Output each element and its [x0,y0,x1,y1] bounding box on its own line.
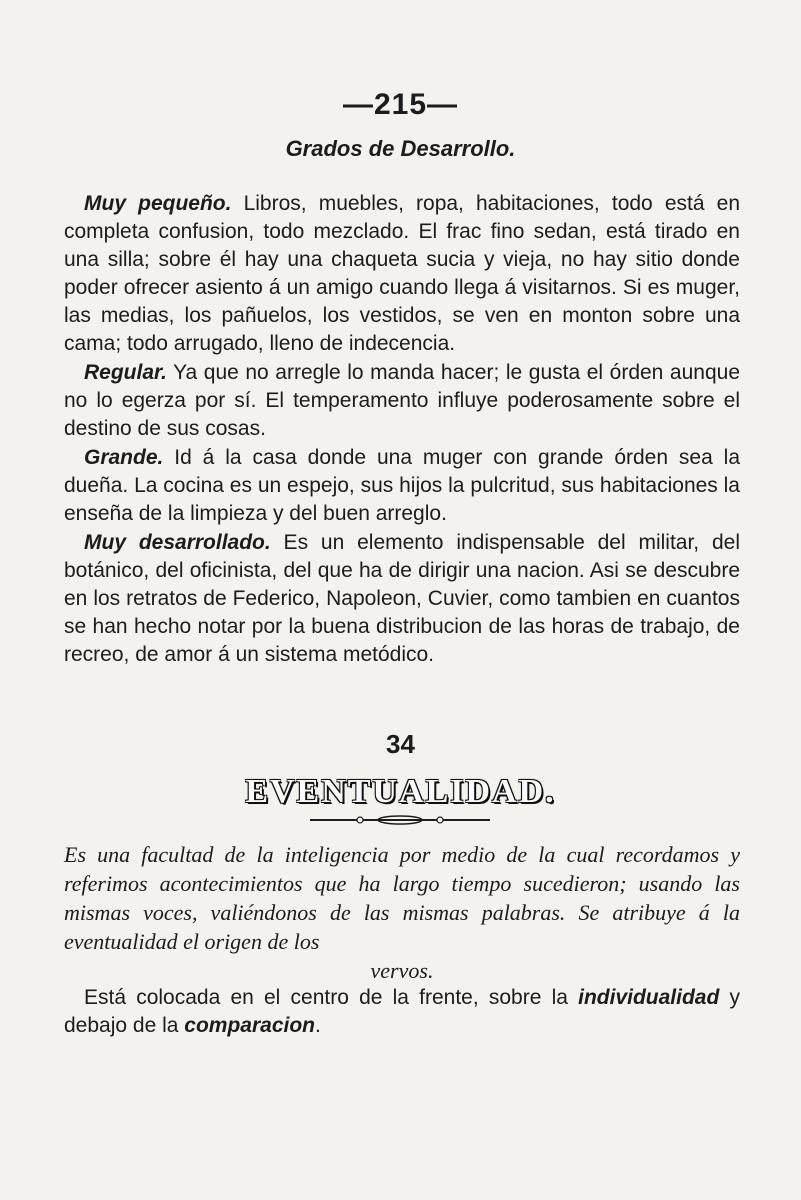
paragraph-muy-pequeno [64,190,740,358]
location-text-part: . [315,1014,321,1037]
ornament-divider [310,814,490,826]
development-grades [64,190,740,670]
section-heading: Grados de Desarrollo. [285,136,516,161]
grade-term: Muy pequeño. [84,192,232,215]
location-term-individualidad: individualidad [578,986,720,1009]
entry-definition [64,840,740,985]
entry-number: 34 [386,729,415,759]
location-text-part: Está colocada en el centro de la frente, sobre la [84,986,579,1009]
location-text [64,984,740,1040]
grade-term: Grande. [84,446,164,469]
grade-text: Es un elemento indispensable del militar, del botánico, del oficinista, del que ha de dirigir una nacion. Asi se descubre en los retratos de Federico, Napoleon, Cuvier, como tambien en cuantos se han hecho notar por la buena distribucion de las horas de trabajo, de recreo, de amor á un sistema metódico. [64,531,740,666]
definition-last-line: vervos. [370,958,434,983]
definition-text: Es una facultad de la inteligencia por medio de la cual recordamos y referimos acontecimientos que ha largo tiempo sucedieron; usando las mismas voces, valiéndonos de las mismas palabras. Se atribuye á la eventualidad el origen de los [64,842,740,954]
page-number: —215— [342,88,459,121]
location-text-part: y debajo de la [64,986,740,1037]
entry-title: EVENTUALIDAD. [245,773,556,810]
paragraph-grande [64,444,740,528]
grade-text: Libros, muebles, ropa, habitaciones, todo está en completa confusion, todo mezclado. El frac fino sedan, está tirado en una silla; sobre él hay una chaqueta sucia y vieja, no hay sitio donde poder ofrecer asiento á un amigo cuando llega á visitarnos. Si es muger, las medias, los pañuelos, los vestidos, se ven en monton sobre una cama; todo arrugado, lleno de indecencia. [64,192,741,355]
location-paragraph [64,984,740,1041]
grade-text: Ya que no arregle lo manda hacer; le gusta el órden aunque no lo egerza por sí. El temperamento influye poderosamente sobre el destino de sus cosas. [64,361,740,440]
location-term-comparacion: comparacion [184,1014,315,1037]
paragraph-muy-desarrollado [64,529,740,669]
grade-term: Muy desarrollado. [84,531,271,554]
grade-term: Regular. [84,361,167,384]
paragraph-regular [64,359,740,443]
grade-text: Id á la casa donde una muger con grande órden sea la dueña. La cocina es un espejo, sus hijos la pulcritud, sus habitaciones la enseña de la limpieza y del buen arreglo. [64,446,740,525]
